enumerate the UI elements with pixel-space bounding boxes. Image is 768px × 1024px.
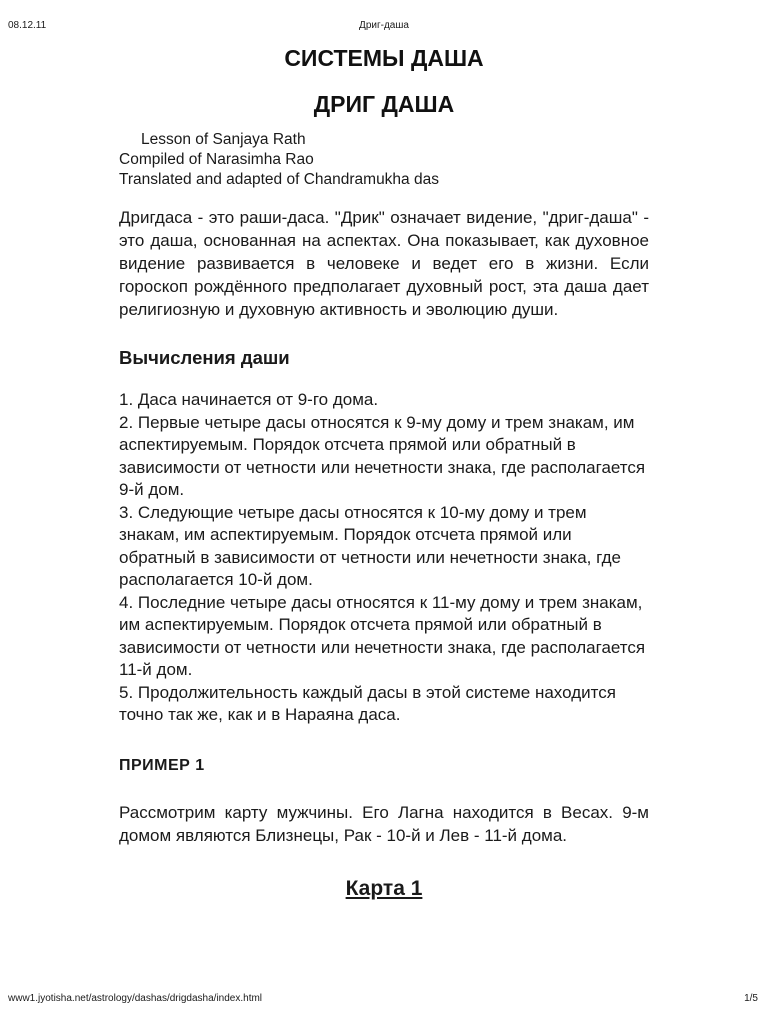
credit-lesson: Lesson of Sanjaya Rath <box>141 131 306 148</box>
example-paragraph: Рассмотрим карту мужчины. Его Лагна находится в Весах. 9-м домом являются Близнецы, Рак - 10-й и Лев - 11-й дома. <box>119 802 649 845</box>
credit-translated: Translated and adapted of Chandramukha das <box>119 171 439 188</box>
print-header <box>0 19 768 33</box>
print-date: 08.12.11 <box>8 20 47 31</box>
credit-compiled: Compiled of Narasimha Rao <box>119 151 314 168</box>
print-url: www1.jyotisha.net/astrology/dashas/drigdasha/index.html <box>8 993 263 1004</box>
page-number: 1/5 <box>744 993 758 1004</box>
print-footer <box>0 992 768 1006</box>
print-page-title: Дриг-даша <box>359 20 409 31</box>
credits-block <box>119 130 649 190</box>
list-item: 2. Первые четыре дасы относятся к 9-му дому и трем знакам, им аспектируемым. Порядок отсчета прямой или обратный в зависимости от четности или нечетности знака, где располагается 9-й дом. <box>119 412 646 499</box>
chart-heading: Карта 1 <box>345 876 423 900</box>
list-item: 4. Последние четыре дасы относятся к 11-му дому и трем знакам, им аспектируемым. Порядок отсчета прямой или обратный в зависимости от четности или нечетности знака, где располагается 11-й дом. <box>119 592 646 679</box>
list-item: 1. Даса начинается от 9-го дома. <box>119 390 379 409</box>
list-item: 5. Продолжительность каждый дасы в этой системе находится точно так же, как и в Нараяна даса. <box>119 682 616 724</box>
calculation-steps-list <box>119 389 649 727</box>
intro-paragraph: Дригдаса - это раши-даса. "Дрик" означает видение, "дриг-даша" - это даша, основанная на аспектах. Она показывает, как духовное видение развивается в человеке и ведет его в жизни. Если гороскоп рождённого предполагает духовный рост, эта даша дает религиозную и духовную активность и эволюцию души. <box>119 208 649 319</box>
list-item: 3. Следующие четыре дасы относятся к 10-му дому и трем знакам, им аспектируемым. Порядок отсчета прямой или обратный в зависимости от четности или нечетности знака, где располагается 10-й дом. <box>119 502 621 589</box>
document-title: СИСТЕМЫ ДАША <box>284 45 484 71</box>
document-subtitle: ДРИГ ДАША <box>313 91 455 117</box>
section-heading-calculation: Вычисления даши <box>119 347 290 368</box>
example-heading: ПРИМЕР 1 <box>119 756 205 774</box>
document-content <box>119 40 649 905</box>
